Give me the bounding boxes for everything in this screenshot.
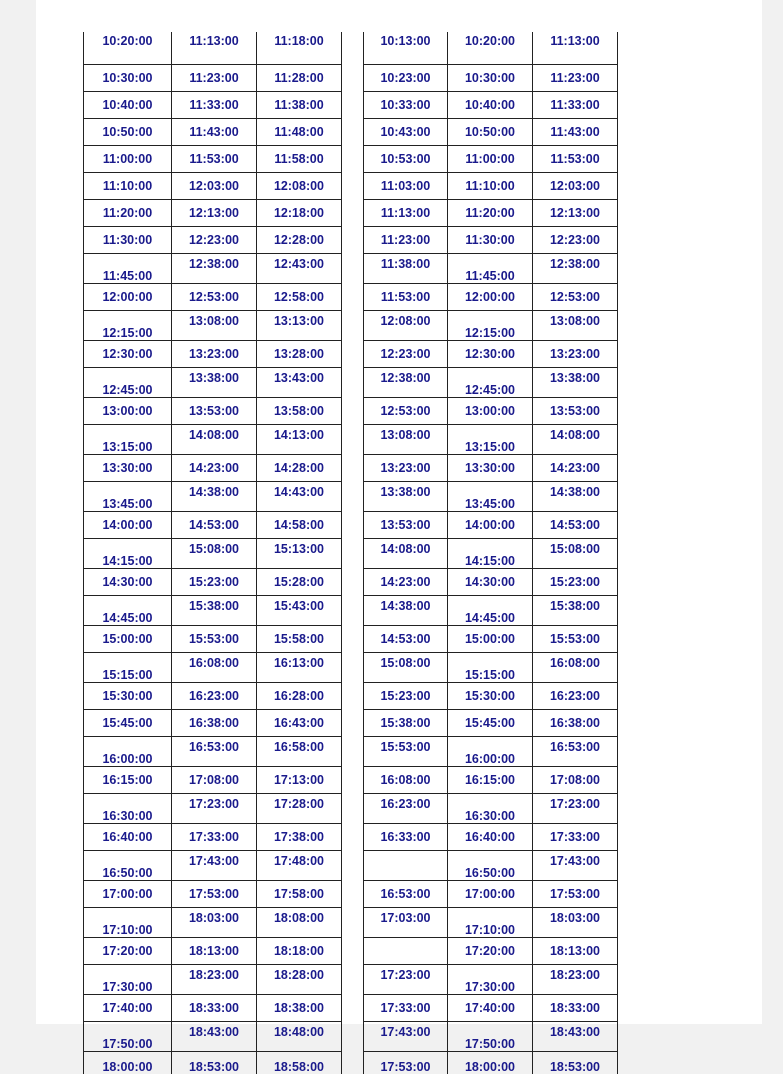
time-cell: 15:30:00 xyxy=(84,683,172,710)
time-cell: 14:00:00 xyxy=(448,512,533,539)
time-cell: 15:08:00 xyxy=(364,653,448,683)
time-cell: 13:30:00 xyxy=(448,455,533,482)
time-cell: 16:08:00 xyxy=(533,653,618,683)
time-cell: 14:15:00 xyxy=(448,539,533,569)
time-cell: 16:23:00 xyxy=(172,683,257,710)
time-cell: 17:23:00 xyxy=(172,794,257,824)
time-cell: 14:23:00 xyxy=(172,455,257,482)
time-cell: 10:40:00 xyxy=(84,92,172,119)
table-row xyxy=(364,539,618,569)
time-cell: 13:08:00 xyxy=(172,311,257,341)
time-cell: 17:38:00 xyxy=(257,824,342,851)
time-cell: 12:53:00 xyxy=(533,284,618,311)
table-row xyxy=(364,65,618,92)
schedule-table-left xyxy=(83,32,342,1074)
table-row xyxy=(364,794,618,824)
time-cell: 15:53:00 xyxy=(533,626,618,653)
table-row xyxy=(364,908,618,938)
table-row xyxy=(84,539,342,569)
time-cell: 18:23:00 xyxy=(533,965,618,995)
time-cell: 11:23:00 xyxy=(364,227,448,254)
time-cell: 15:08:00 xyxy=(533,539,618,569)
time-cell: 17:33:00 xyxy=(172,824,257,851)
time-cell: 18:48:00 xyxy=(257,1022,342,1052)
time-cell: 17:33:00 xyxy=(533,824,618,851)
time-cell: 12:43:00 xyxy=(257,254,342,284)
time-cell: 15:30:00 xyxy=(448,683,533,710)
table-row xyxy=(364,569,618,596)
table-row xyxy=(364,938,618,965)
time-cell: 18:43:00 xyxy=(172,1022,257,1052)
time-cell: 13:30:00 xyxy=(84,455,172,482)
time-cell: 14:38:00 xyxy=(364,596,448,626)
time-cell: 11:43:00 xyxy=(533,119,618,146)
table-row xyxy=(84,995,342,1022)
time-cell: 11:13:00 xyxy=(364,200,448,227)
time-cell: 13:28:00 xyxy=(257,341,342,368)
time-cell: 16:30:00 xyxy=(448,794,533,824)
time-cell: 16:00:00 xyxy=(84,737,172,767)
time-cell: 17:43:00 xyxy=(533,851,618,881)
table-row xyxy=(84,569,342,596)
time-cell: 17:48:00 xyxy=(257,851,342,881)
table-row xyxy=(84,311,342,341)
time-cell: 17:08:00 xyxy=(533,767,618,794)
time-cell: 13:43:00 xyxy=(257,368,342,398)
table-row xyxy=(84,482,342,512)
time-cell: 16:53:00 xyxy=(172,737,257,767)
time-cell: 16:50:00 xyxy=(448,851,533,881)
table-row xyxy=(84,1052,342,1074)
time-cell: 15:38:00 xyxy=(533,596,618,626)
time-cell: 17:23:00 xyxy=(364,965,448,995)
table-row xyxy=(84,908,342,938)
table-row xyxy=(364,311,618,341)
table-row xyxy=(84,200,342,227)
time-cell: 18:18:00 xyxy=(257,938,342,965)
schedule-table-right xyxy=(363,32,618,1074)
time-cell: 13:45:00 xyxy=(448,482,533,512)
table-row xyxy=(364,341,618,368)
table-row xyxy=(364,683,618,710)
table-row xyxy=(364,119,618,146)
time-cell: 18:08:00 xyxy=(257,908,342,938)
time-cell: 13:08:00 xyxy=(533,311,618,341)
time-cell: 11:58:00 xyxy=(257,146,342,173)
time-cell: 17:50:00 xyxy=(448,1022,533,1052)
time-cell: 18:38:00 xyxy=(257,995,342,1022)
time-cell: 16:08:00 xyxy=(172,653,257,683)
time-cell: 17:30:00 xyxy=(448,965,533,995)
table-row xyxy=(364,254,618,284)
time-cell: 14:13:00 xyxy=(257,425,342,455)
table-row xyxy=(84,851,342,881)
time-cell: 16:15:00 xyxy=(84,767,172,794)
time-cell: 12:38:00 xyxy=(364,368,448,398)
time-cell: 13:23:00 xyxy=(533,341,618,368)
table-row xyxy=(84,794,342,824)
time-cell: 13:13:00 xyxy=(257,311,342,341)
table-row xyxy=(84,284,342,311)
time-cell: 11:53:00 xyxy=(172,146,257,173)
time-cell: 14:23:00 xyxy=(364,569,448,596)
table-row xyxy=(364,626,618,653)
time-cell: 16:40:00 xyxy=(448,824,533,851)
table-row xyxy=(84,824,342,851)
table-row xyxy=(84,653,342,683)
time-cell: 16:58:00 xyxy=(257,737,342,767)
time-cell: 12:30:00 xyxy=(448,341,533,368)
time-cell: 17:08:00 xyxy=(172,767,257,794)
time-cell: 15:23:00 xyxy=(533,569,618,596)
time-cell: 12:03:00 xyxy=(172,173,257,200)
time-cell: 16:08:00 xyxy=(364,767,448,794)
time-cell: 11:18:00 xyxy=(257,32,342,65)
time-cell: 17:33:00 xyxy=(364,995,448,1022)
time-cell: 16:30:00 xyxy=(84,794,172,824)
table-row xyxy=(84,596,342,626)
time-cell: 11:30:00 xyxy=(448,227,533,254)
time-cell: 16:28:00 xyxy=(257,683,342,710)
time-cell: 12:08:00 xyxy=(257,173,342,200)
table-row xyxy=(84,398,342,425)
table-row xyxy=(364,737,618,767)
time-cell: 16:53:00 xyxy=(364,881,448,908)
table-row xyxy=(364,710,618,737)
time-cell: 14:15:00 xyxy=(84,539,172,569)
time-cell: 16:23:00 xyxy=(364,794,448,824)
time-cell: 17:40:00 xyxy=(448,995,533,1022)
time-cell: 12:03:00 xyxy=(533,173,618,200)
time-cell: 14:45:00 xyxy=(448,596,533,626)
time-cell: 16:43:00 xyxy=(257,710,342,737)
time-cell: 12:58:00 xyxy=(257,284,342,311)
table-row xyxy=(84,710,342,737)
time-cell: 10:50:00 xyxy=(84,119,172,146)
table-row xyxy=(84,1022,342,1052)
time-cell: 11:43:00 xyxy=(172,119,257,146)
time-cell: 11:53:00 xyxy=(364,284,448,311)
time-cell: 16:40:00 xyxy=(84,824,172,851)
table-row xyxy=(364,146,618,173)
time-cell: 17:58:00 xyxy=(257,881,342,908)
time-cell: 11:23:00 xyxy=(172,65,257,92)
time-cell: 10:13:00 xyxy=(364,32,448,65)
time-cell: 12:23:00 xyxy=(533,227,618,254)
table-row xyxy=(84,425,342,455)
time-cell: 14:00:00 xyxy=(84,512,172,539)
time-cell: 17:13:00 xyxy=(257,767,342,794)
table-row xyxy=(364,851,618,881)
time-cell: 16:50:00 xyxy=(84,851,172,881)
table-row xyxy=(84,254,342,284)
time-cell: 18:43:00 xyxy=(533,1022,618,1052)
time-cell: 16:23:00 xyxy=(533,683,618,710)
time-cell: 14:53:00 xyxy=(172,512,257,539)
time-cell: 17:00:00 xyxy=(84,881,172,908)
time-cell: 11:20:00 xyxy=(448,200,533,227)
table-row xyxy=(84,512,342,539)
time-cell: 18:03:00 xyxy=(533,908,618,938)
time-cell: 17:23:00 xyxy=(533,794,618,824)
time-cell: 12:15:00 xyxy=(448,311,533,341)
table-row xyxy=(364,482,618,512)
time-cell: 18:53:00 xyxy=(533,1052,618,1074)
time-cell: 11:20:00 xyxy=(84,200,172,227)
time-cell: 14:08:00 xyxy=(364,539,448,569)
table-row xyxy=(84,65,342,92)
time-cell: 10:50:00 xyxy=(448,119,533,146)
time-cell: 11:38:00 xyxy=(257,92,342,119)
table-row xyxy=(84,767,342,794)
time-cell: 12:13:00 xyxy=(533,200,618,227)
table-row xyxy=(364,92,618,119)
time-cell: 17:28:00 xyxy=(257,794,342,824)
time-cell: 16:13:00 xyxy=(257,653,342,683)
time-cell: 13:45:00 xyxy=(84,482,172,512)
time-cell: 10:53:00 xyxy=(364,146,448,173)
time-cell: 12:38:00 xyxy=(533,254,618,284)
time-cell: 12:28:00 xyxy=(257,227,342,254)
table-row xyxy=(364,173,618,200)
time-cell: 18:13:00 xyxy=(172,938,257,965)
time-cell: 15:53:00 xyxy=(364,737,448,767)
time-cell: 16:33:00 xyxy=(364,824,448,851)
table-row xyxy=(84,146,342,173)
time-cell: 14:53:00 xyxy=(364,626,448,653)
time-cell: 17:50:00 xyxy=(84,1022,172,1052)
time-cell: 18:23:00 xyxy=(172,965,257,995)
time-cell: 15:53:00 xyxy=(172,626,257,653)
table-row xyxy=(364,1022,618,1052)
table-row xyxy=(364,398,618,425)
time-cell: 17:53:00 xyxy=(364,1052,448,1074)
table-row xyxy=(364,965,618,995)
time-cell: 15:15:00 xyxy=(448,653,533,683)
time-cell: 13:53:00 xyxy=(172,398,257,425)
table-row xyxy=(84,92,342,119)
time-cell: 12:53:00 xyxy=(364,398,448,425)
time-cell: 14:23:00 xyxy=(533,455,618,482)
time-cell: 15:45:00 xyxy=(84,710,172,737)
time-cell: 14:30:00 xyxy=(448,569,533,596)
time-cell: 17:30:00 xyxy=(84,965,172,995)
time-cell: 11:48:00 xyxy=(257,119,342,146)
table-row xyxy=(84,683,342,710)
table-row xyxy=(84,341,342,368)
time-cell: 10:43:00 xyxy=(364,119,448,146)
time-cell: 13:38:00 xyxy=(172,368,257,398)
table-row xyxy=(364,284,618,311)
time-cell: 17:10:00 xyxy=(84,908,172,938)
time-cell: 18:13:00 xyxy=(533,938,618,965)
time-cell: 15:45:00 xyxy=(448,710,533,737)
time-cell: 16:00:00 xyxy=(448,737,533,767)
time-cell: 16:15:00 xyxy=(448,767,533,794)
time-cell: 15:15:00 xyxy=(84,653,172,683)
time-cell: 16:38:00 xyxy=(172,710,257,737)
time-cell: 10:20:00 xyxy=(84,32,172,65)
time-cell xyxy=(364,851,448,881)
time-cell: 15:38:00 xyxy=(172,596,257,626)
time-cell: 18:33:00 xyxy=(172,995,257,1022)
table-row xyxy=(364,425,618,455)
time-cell: 12:15:00 xyxy=(84,311,172,341)
time-cell: 15:00:00 xyxy=(448,626,533,653)
time-cell: 13:58:00 xyxy=(257,398,342,425)
table-row xyxy=(364,455,618,482)
time-cell: 14:08:00 xyxy=(172,425,257,455)
time-cell: 14:53:00 xyxy=(533,512,618,539)
time-cell: 17:20:00 xyxy=(84,938,172,965)
time-cell: 18:03:00 xyxy=(172,908,257,938)
time-cell: 11:00:00 xyxy=(84,146,172,173)
time-cell: 16:53:00 xyxy=(533,737,618,767)
time-cell: 18:53:00 xyxy=(172,1052,257,1074)
time-cell: 12:00:00 xyxy=(448,284,533,311)
time-cell: 11:10:00 xyxy=(84,173,172,200)
table-row xyxy=(84,881,342,908)
time-cell: 15:58:00 xyxy=(257,626,342,653)
time-cell: 10:23:00 xyxy=(364,65,448,92)
time-cell: 11:03:00 xyxy=(364,173,448,200)
time-cell: 10:30:00 xyxy=(84,65,172,92)
time-cell: 16:38:00 xyxy=(533,710,618,737)
time-cell: 13:53:00 xyxy=(364,512,448,539)
time-cell: 13:23:00 xyxy=(364,455,448,482)
time-cell: 12:38:00 xyxy=(172,254,257,284)
time-cell: 13:23:00 xyxy=(172,341,257,368)
time-cell: 14:28:00 xyxy=(257,455,342,482)
time-cell: 18:33:00 xyxy=(533,995,618,1022)
table-row xyxy=(364,995,618,1022)
time-cell: 13:08:00 xyxy=(364,425,448,455)
time-cell: 17:20:00 xyxy=(448,938,533,965)
time-cell: 18:00:00 xyxy=(84,1052,172,1074)
time-cell: 13:38:00 xyxy=(364,482,448,512)
time-cell: 15:08:00 xyxy=(172,539,257,569)
time-cell: 15:43:00 xyxy=(257,596,342,626)
time-cell: 10:30:00 xyxy=(448,65,533,92)
table-row xyxy=(84,455,342,482)
time-cell: 18:28:00 xyxy=(257,965,342,995)
time-cell: 15:00:00 xyxy=(84,626,172,653)
time-cell: 17:00:00 xyxy=(448,881,533,908)
time-cell: 12:45:00 xyxy=(84,368,172,398)
table-row xyxy=(84,965,342,995)
time-cell: 17:03:00 xyxy=(364,908,448,938)
time-cell: 14:43:00 xyxy=(257,482,342,512)
time-cell: 11:45:00 xyxy=(84,254,172,284)
time-cell: 12:08:00 xyxy=(364,311,448,341)
time-cell: 15:28:00 xyxy=(257,569,342,596)
time-cell: 11:38:00 xyxy=(364,254,448,284)
time-cell: 12:53:00 xyxy=(172,284,257,311)
table-row xyxy=(364,200,618,227)
time-cell: 13:53:00 xyxy=(533,398,618,425)
table-row xyxy=(84,938,342,965)
table-row xyxy=(84,173,342,200)
time-cell: 12:23:00 xyxy=(172,227,257,254)
time-cell: 11:53:00 xyxy=(533,146,618,173)
time-cell: 17:40:00 xyxy=(84,995,172,1022)
time-cell xyxy=(364,938,448,965)
table-row xyxy=(84,368,342,398)
time-cell: 13:00:00 xyxy=(84,398,172,425)
time-cell: 13:15:00 xyxy=(448,425,533,455)
time-cell: 17:53:00 xyxy=(172,881,257,908)
table-row xyxy=(84,626,342,653)
time-cell: 10:20:00 xyxy=(448,32,533,65)
time-cell: 14:30:00 xyxy=(84,569,172,596)
document-page xyxy=(36,0,762,1024)
time-cell: 17:43:00 xyxy=(172,851,257,881)
time-cell: 12:13:00 xyxy=(172,200,257,227)
table-row xyxy=(364,596,618,626)
time-cell: 11:10:00 xyxy=(448,173,533,200)
time-cell: 12:18:00 xyxy=(257,200,342,227)
time-cell: 12:23:00 xyxy=(364,341,448,368)
time-cell: 14:08:00 xyxy=(533,425,618,455)
time-cell: 13:15:00 xyxy=(84,425,172,455)
time-cell: 11:28:00 xyxy=(257,65,342,92)
table-row xyxy=(84,227,342,254)
time-cell: 13:38:00 xyxy=(533,368,618,398)
time-cell: 11:33:00 xyxy=(172,92,257,119)
table-row xyxy=(364,1052,618,1074)
time-cell: 14:38:00 xyxy=(172,482,257,512)
time-cell: 12:30:00 xyxy=(84,341,172,368)
table-row xyxy=(84,119,342,146)
table-row xyxy=(364,227,618,254)
time-cell: 11:13:00 xyxy=(533,32,618,65)
table-row xyxy=(364,767,618,794)
time-cell: 15:23:00 xyxy=(364,683,448,710)
time-cell: 11:30:00 xyxy=(84,227,172,254)
table-row xyxy=(364,881,618,908)
time-cell: 14:45:00 xyxy=(84,596,172,626)
time-cell: 18:58:00 xyxy=(257,1052,342,1074)
table-row xyxy=(364,824,618,851)
table-row xyxy=(364,368,618,398)
table-row xyxy=(364,653,618,683)
time-cell: 11:00:00 xyxy=(448,146,533,173)
time-cell: 15:23:00 xyxy=(172,569,257,596)
table-row xyxy=(84,737,342,767)
time-cell: 12:45:00 xyxy=(448,368,533,398)
time-cell: 17:43:00 xyxy=(364,1022,448,1052)
time-cell: 12:00:00 xyxy=(84,284,172,311)
time-cell: 13:00:00 xyxy=(448,398,533,425)
time-cell: 11:23:00 xyxy=(533,65,618,92)
time-cell: 15:38:00 xyxy=(364,710,448,737)
time-cell: 11:45:00 xyxy=(448,254,533,284)
time-cell: 17:10:00 xyxy=(448,908,533,938)
table-row xyxy=(84,32,342,65)
table-row xyxy=(364,512,618,539)
time-cell: 11:13:00 xyxy=(172,32,257,65)
time-cell: 10:33:00 xyxy=(364,92,448,119)
time-cell: 11:33:00 xyxy=(533,92,618,119)
time-cell: 14:58:00 xyxy=(257,512,342,539)
time-cell: 15:13:00 xyxy=(257,539,342,569)
time-cell: 10:40:00 xyxy=(448,92,533,119)
time-cell: 18:00:00 xyxy=(448,1052,533,1074)
time-cell: 17:53:00 xyxy=(533,881,618,908)
time-cell: 14:38:00 xyxy=(533,482,618,512)
table-row xyxy=(364,32,618,65)
